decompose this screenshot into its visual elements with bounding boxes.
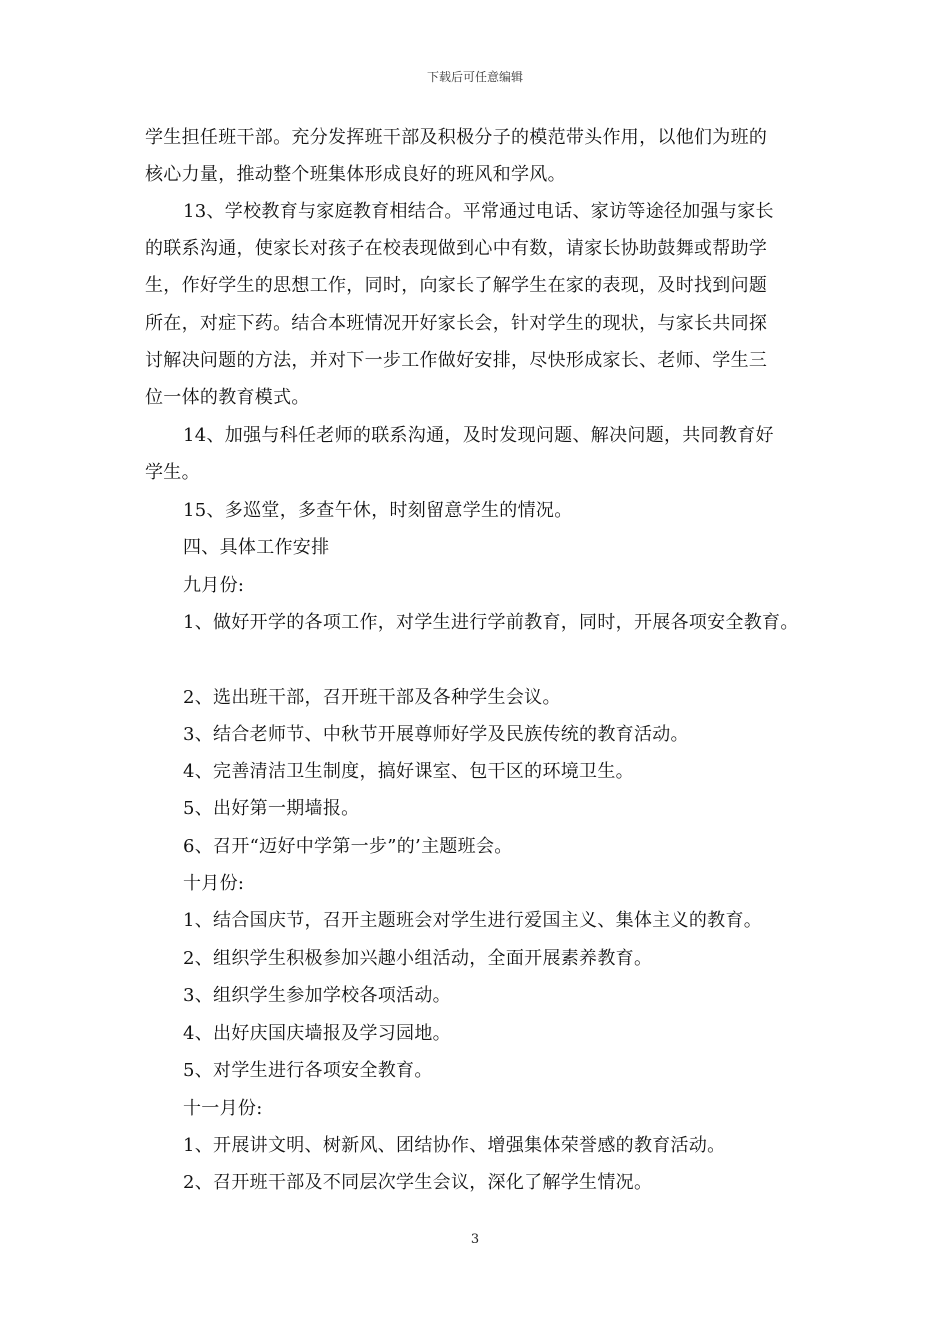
list-item: 2、选出班干部，召开班干部及各种学生会议。 xyxy=(183,687,561,708)
paragraph-line: 15、多巡堂，多查午休，时刻留意学生的情况。 xyxy=(183,500,573,521)
list-item: 4、出好庆国庆墙报及学习园地。 xyxy=(183,1023,451,1044)
header-note: 下载后可任意编辑 xyxy=(426,70,523,84)
list-item: 3、组织学生参加学校各项活动。 xyxy=(183,985,451,1006)
list-item: 4、完善清洁卫生制度，搞好课室、包干区的环境卫生。 xyxy=(183,761,634,782)
list-item: 1、做好开学的各项工作，对学生进行学前教育，同时，开展各项安全教育。 xyxy=(183,612,799,633)
paragraph-line: 所在，对症下药。结合本班情况开好家长会，针对学生的现状，与家长共同探 xyxy=(145,313,768,334)
paragraph-line: 位一体的教育模式。 xyxy=(145,387,310,408)
paragraph-line: 讨解决问题的方法，并对下一步工作做好安排，尽快形成家长、老师、学生三 xyxy=(145,350,768,371)
paragraph-line: 14、加强与科任老师的联系沟通，及时发现问题、解决问题，共同教育好 xyxy=(183,425,774,446)
list-item: 1、结合国庆节，召开主题班会对学生进行爱国主义、集体主义的教育。 xyxy=(183,910,763,931)
list-item: 3、结合老师节、中秋节开展尊师好学及民族传统的教育活动。 xyxy=(183,724,689,745)
paragraph-line: 学生担任班干部。充分发挥班干部及积极分子的模范带头作用，以他们为班的 xyxy=(145,127,768,148)
month-heading: 十月份: xyxy=(183,873,245,894)
paragraph-line: 13、学校教育与家庭教育相结合。平常通过电话、家访等途径加强与家长 xyxy=(183,201,774,222)
list-item: 2、召开班干部及不同层次学生会议，深化了解学生情况。 xyxy=(183,1172,653,1193)
paragraph-line: 核心力量，推动整个班集体形成良好的班风和学风。 xyxy=(145,164,566,185)
paragraph-line: 的联系沟通，使家长对孩子在校表现做到心中有数，请家长协助鼓舞或帮助学 xyxy=(145,238,768,259)
list-item: 5、对学生进行各项安全教育。 xyxy=(183,1060,433,1081)
list-item: 6、召开“迈好中学第一步”的’主题班会。 xyxy=(183,836,513,857)
list-item: 1、开展讲文明、树新风、团结协作、增强集体荣誉感的教育活动。 xyxy=(183,1135,726,1156)
list-item: 2、组织学生积极参加兴趣小组活动，全面开展素养教育。 xyxy=(183,948,653,969)
month-heading: 十一月份: xyxy=(183,1098,263,1119)
section-heading: 四、具体工作安排 xyxy=(183,537,330,558)
page-number: 3 xyxy=(470,1232,480,1247)
list-item: 5、出好第一期墙报。 xyxy=(183,798,360,819)
paragraph-line: 学生。 xyxy=(145,462,200,483)
paragraph-line: 生，作好学生的思想工作，同时，向家长了解学生在家的表现，及时找到问题 xyxy=(145,275,768,296)
month-heading: 九月份: xyxy=(183,575,245,596)
